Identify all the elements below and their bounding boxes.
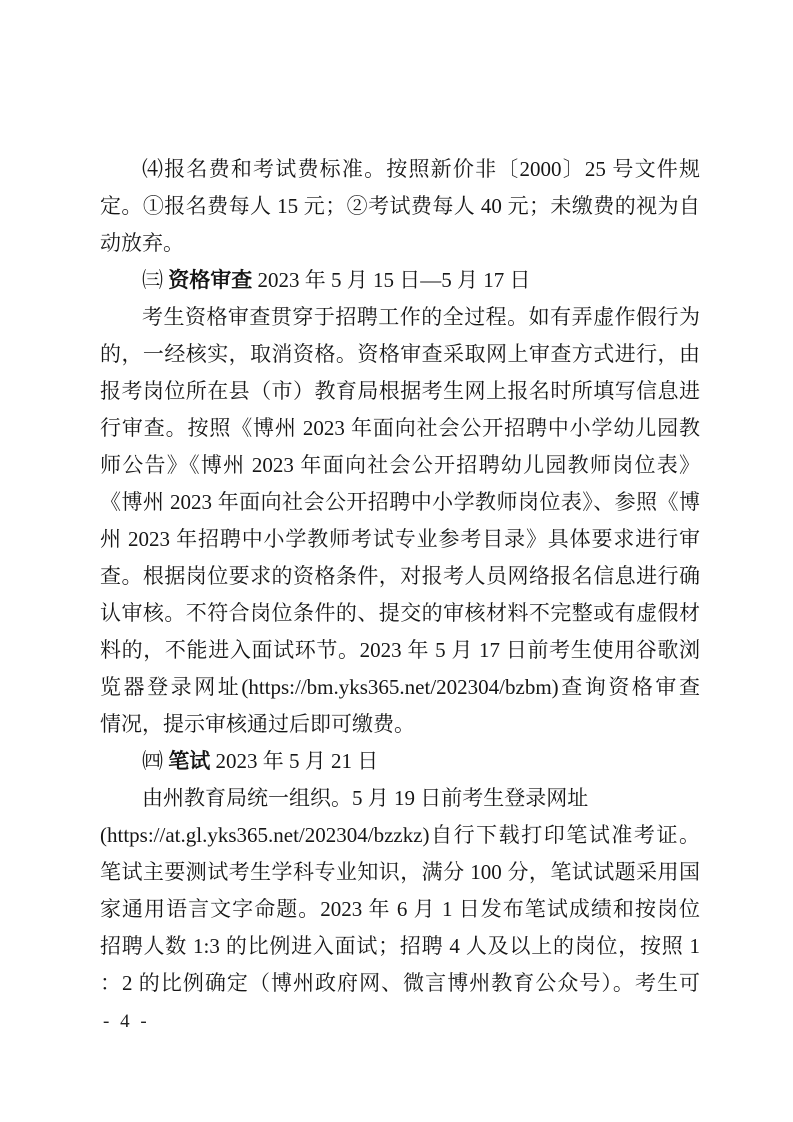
text-line: 情况，提示审核通过后即可缴费。	[100, 712, 415, 736]
text-line: 笔试主要测试考生学科专业知识，满分 100 分，笔试试题采用国	[100, 860, 700, 884]
text-line: 招聘人数 1:3 的比例进入面试；招聘 4 人及以上的岗位，按照 1	[100, 934, 700, 958]
text-line: 的，一经核实，取消资格。资格审查采取网上审查方式进行，由	[100, 342, 700, 366]
section-title: 笔试	[168, 749, 211, 773]
text-line: 州 2023 年招聘中小学教师考试专业参考目录》具体要求进行审	[100, 527, 700, 551]
text-line: 家通用语言文字命题。2023 年 6 月 1 日发布笔试成绩和按岗位	[100, 897, 700, 921]
page-number: - 4 -	[103, 1011, 150, 1032]
text-line: 行审查。按照《博州 2023 年面向社会公开招聘中小学幼儿园教	[100, 416, 700, 440]
section-heading-qualification-review	[100, 262, 700, 299]
section-title: 资格审查	[168, 268, 253, 292]
text-line: 报考岗位所在县（市）教育局根据考生网上报名时所填写信息进	[100, 379, 700, 403]
text-line: 查。根据岗位要求的资格条件，对报考人员网络报名信息进行确	[100, 564, 700, 588]
section-number: ㈢	[142, 268, 169, 292]
text-line: 定。①报名费每人 15 元；②考试费每人 40 元；未缴费的视为自	[100, 194, 700, 218]
section-date: 2023 年 5 月 15 日—5 月 17 日	[252, 268, 531, 292]
text-line: 认审核。不符合岗位条件的、提交的审核材料不完整或有虚假材	[100, 601, 700, 625]
text-line: 师公告》《博州 2023 年面向社会公开招聘幼儿园教师岗位表》	[100, 453, 700, 477]
text-line: 由州教育局统一组织。5 月 19 日前考生登录网址	[142, 786, 589, 810]
text-line: (https://at.gl.yks365.net/202304/bzzkz)自行下载打印笔试准考证。	[100, 823, 700, 847]
text-line: ：2 的比例确定（博州政府网、微言博州教育公众号）。考生可	[100, 971, 700, 995]
text-line: 料的，不能进入面试环节。2023 年 5 月 17 日前考生使用谷歌浏	[100, 638, 700, 662]
text-line: 《博州 2023 年面向社会公开招聘中小学教师岗位表》、参照《博	[100, 490, 700, 514]
text-line: ⑷报名费和考试费标准。按照新价非〔2000〕25 号文件规	[142, 157, 700, 181]
text-line: 考生资格审查贯穿于招聘工作的全过程。如有弄虚作假行为	[142, 305, 700, 329]
text-line: 动放弃。	[100, 231, 184, 255]
document-body	[100, 151, 700, 1002]
section-number: ㈣	[142, 749, 169, 773]
section-date: 2023 年 5 月 21 日	[210, 749, 379, 773]
text-line: 览器登录网址(https://bm.yks365.net/202304/bzbm)查询资格审查	[100, 675, 700, 699]
section-heading-written-exam	[100, 743, 700, 780]
